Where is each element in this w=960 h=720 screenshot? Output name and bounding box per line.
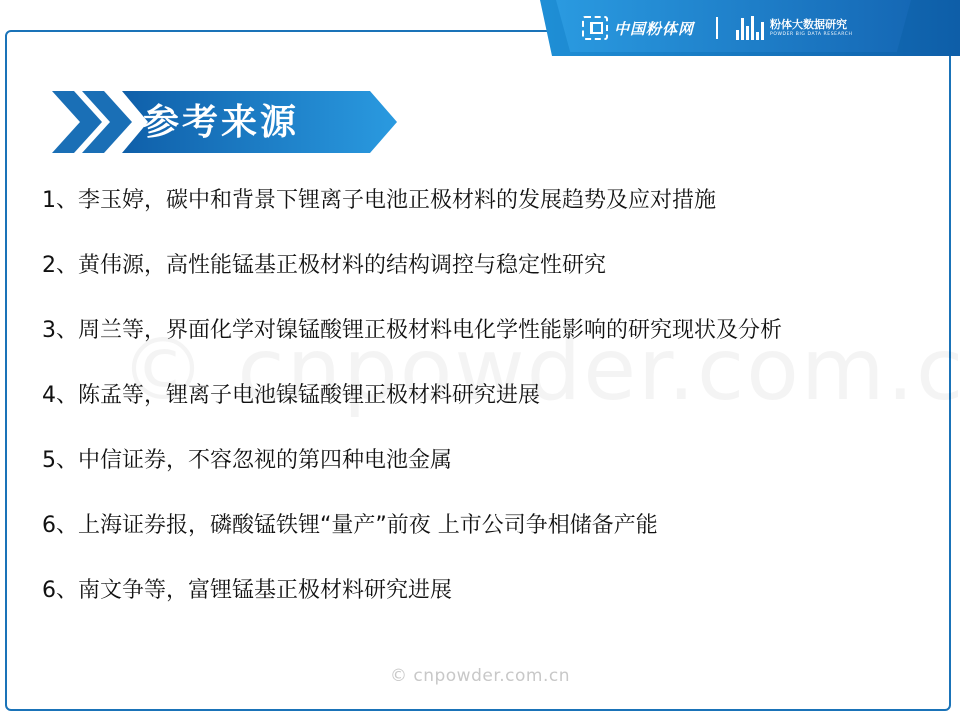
brand-header: [582, 14, 853, 42]
reference-item-4: 4、陈孟等，锂离子电池镍锰酸锂正极材料研究进展: [42, 383, 540, 408]
research-brand-cn: 粉体大数据研究: [770, 17, 848, 31]
reference-item-2: 2、黄伟源，高性能锰基正极材料的结构调控与稳定性研究: [42, 253, 606, 278]
reference-item-5: 5、中信证券，不容忽视的第四种电池金属: [42, 448, 452, 473]
research-brand: [770, 19, 853, 38]
cnpowder-logo-icon: [582, 16, 608, 40]
research-brand-en: POWDER BIG DATA RESEARCH: [770, 31, 853, 37]
brand-name: 中国粉体网: [614, 19, 695, 38]
reference-item-6: 6、上海证券报，磷酸锰铁锂“量产”前夜 上市公司争相储备产能: [42, 513, 658, 538]
data-bars-icon: [736, 16, 766, 40]
watermark-footer: © cnpowder.com.cn: [389, 666, 571, 686]
page-title: 参考来源: [143, 102, 300, 143]
brand-divider: [716, 17, 718, 39]
reference-item-7: 6、南文争等，富锂锰基正极材料研究进展: [42, 578, 452, 603]
reference-item-3: 3、周兰等，界面化学对镍锰酸锂正极材料电化学性能影响的研究现状及分析: [42, 318, 782, 343]
reference-item-1: 1、李玉婷，碳中和背景下锂离子电池正极材料的发展趋势及应对措施: [42, 188, 716, 213]
reference-list: [42, 184, 922, 608]
